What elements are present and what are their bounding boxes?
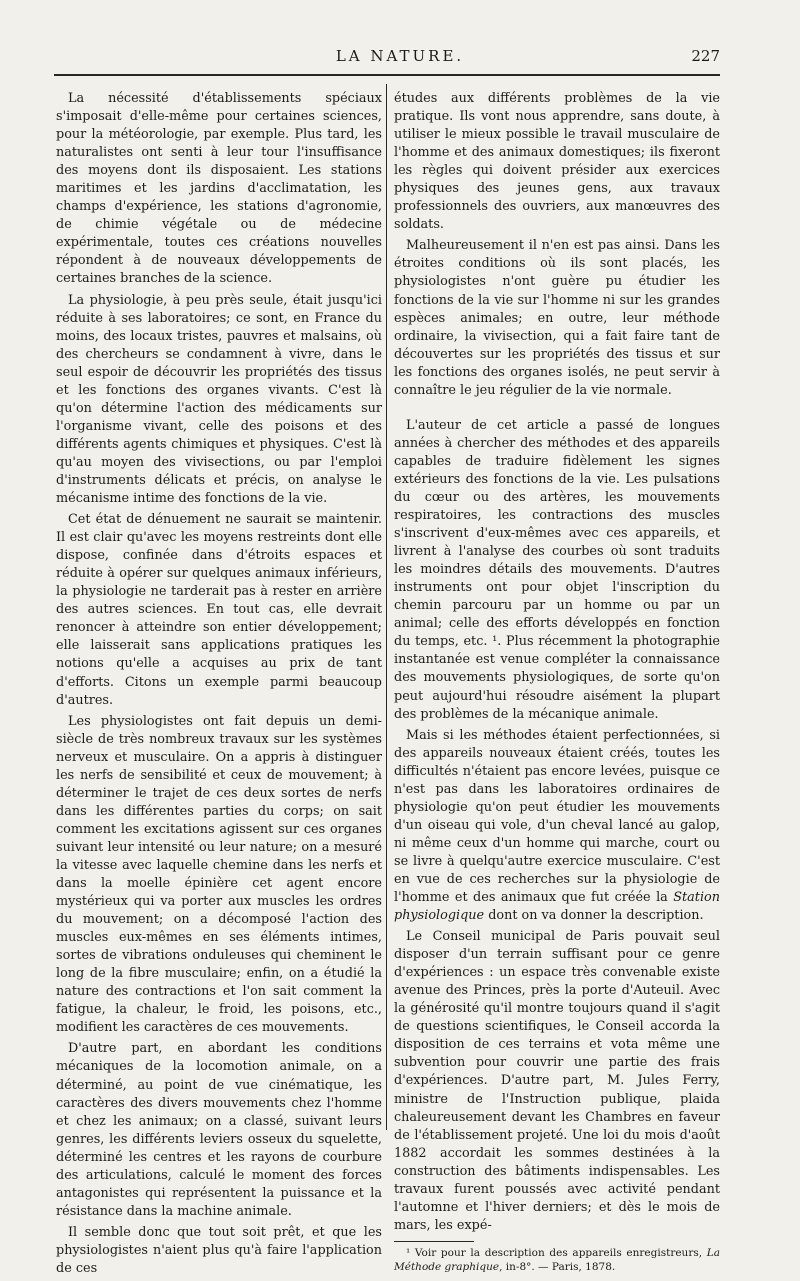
column-rule [386, 84, 387, 1130]
header-rule [54, 74, 720, 76]
paragraph-station-creation [394, 727, 720, 926]
left-column [56, 90, 382, 1281]
paragraph-station-text: Mais si les méthodes étaient perfectionnées, si des appareils nouveaux étaient créés, toutes les difficultés n'étaient pas encore levées, puisque ce n'est pas dans les laboratoires ordinaires de physiologie qu'on peut étudier les mouvements d'un oiseau qui vole, d'un cheval lancé au galop, ni même ceux d'un homme qui marche, court ou se livre à quelqu'autre exercice musculaire. C'est en vue de ces recherches sur la physiologie de l'homme et des animaux que fut créée la [394, 727, 720, 906]
footnote-text: ¹ Voir pour la description des appareils enregistreurs, [406, 1246, 707, 1259]
paragraph-author-methods: L'auteur de cet article a passé de longues années à chercher des méthodes et des appareils capables de traduire fidèlement les signes extérieurs des fonctions de la vie. Les pulsations du cœur ou des artères, les mouvements respiratoires, les contractions des muscles s'inscrivent d'eux-mêmes avec ces appareils, et livrent à l'analyse des courbes où sont traduits les moindres détails des mouvements. D'autres instruments ont pour objet l'inscription du chemin parcouru par un homme ou par un animal; celle des efforts développés en fonction du temps, etc. ¹. Plus récemment la photographie instantanée est venue compléter la connaissance des mouvements physiologiques, de sorte qu'on peut aujourd'hui résoudre aisément la plupart des problèmes de la mécanique animale. [394, 417, 720, 722]
paragraph-physiology-laboratories: La physiologie, à peu près seule, était jusqu'ici réduite à ses laboratoires; ce sont, en France du moins, des locaux tristes, pauvres et malsains, où des chercheurs se condamnent à vivre, dans le seul espoir de découvrir les propriétés des tissus et les fonctions des organes vivants. C'est là qu'on détermine l'action des médicaments sur l'organisme vivant, celle des poisons et des différents agents chimiques et physiques. C'est là qu'au moyen des vivisections, ou par l'emploi d'instruments délicats et précis, on analyse le mécanisme intime des fonctions de la vie. [56, 292, 382, 507]
right-column [394, 90, 720, 1274]
footnote-text-end: , in-8°. — Paris, 1878. [499, 1260, 616, 1273]
paragraph-state-of-destitution: Cet état de dénuement ne saurait se maintenir. Il est clair qu'avec les moyens restreints dont elle dispose, confinée dans d'étroits espaces et réduite à opérer sur quelques animaux inférieurs, la physiologie ne tarderait pas à rester en arrière des autres sciences. En tout cas, elle devrait renoncer à atteindre son entier développement; elle laisserait sans applications pratiques les notions qu'elle a acquises au prix de tant d'efforts. Citons un exemple parmi beaucoup d'autres. [56, 512, 382, 708]
paragraph-station-text-end: dont on va donner la description. [484, 908, 704, 924]
paragraph-unfortunately: Malheureusement il n'en est pas ainsi. Dans les étroites conditions où ils sont placés, les physiologistes n'ont guère pu étudier les fonctions de la vie sur l'homme ni sur les grandes espèces animales; en outre, leur méthode ordinaire, la vivisection, qui a fait faire tant de découvertes sur les propriétés des tissus et sur les fonctions des organes isolés, ne peut servir à connaître le jeu régulier de la vie normale. [394, 238, 720, 398]
footnote-book-title: La Méthode graphique [394, 1246, 720, 1273]
page-number: 227 [691, 47, 720, 65]
paragraph-municipal-council: Le Conseil municipal de Paris pouvait seul disposer d'un terrain suffisant pour ce genre d'expériences : un espace très convenable existe avenue des Princes, près la porte d'Auteuil. Avec la générosité qu'il montre toujours quand il s'agit de questions scientifiques, le Conseil accorda la disposition de ces terrains et vota même une subvention pour couvrir une partie des frais d'expériences. D'autre part, M. Jules Ferry, ministre de l'Instruction publique, plaida chaleureusement devant les Chambres en faveur de l'établissement projeté. Une loi du mois d'août 1882 accordait les sommes destinées à la construction des bâtiments indispensables. Les travaux furent poussés avec activité pendant l'automne et l'hiver derniers; et dès le mois de mars, les expé- [394, 929, 720, 1233]
footnote-rule [394, 1241, 474, 1242]
section-gap [394, 403, 720, 417]
paragraph-application: Il semble donc que tout soit prêt, et que les physiologistes n'aient plus qu'à faire l'application de ces [56, 1224, 382, 1276]
station-physiologique-term: Station physiologique [394, 890, 720, 924]
running-title: LA NATURE. [335, 47, 465, 65]
paragraph-nerve-muscle-studies: Les physiologistes ont fait depuis un demi-siècle de très nombreux travaux sur les systèmes nerveux et musculaire. On a appris à distinguer les nerfs de sensibilité et ceux de mouvement; à déterminer le trajet de ces deux sortes de nerfs dans les différentes parties du corps; on sait comment les excitations agissent sur ces organes suivant leur intensité ou leur nature; on a mesuré la vitesse avec laquelle chemine dans les nerfs et dans la moelle épinière cet agent encore mystérieux qui va porter aux muscles les ordres du mouvement; on a décomposé l'action des muscles eux-mêmes en ses éléments intimes, sortes de vibrations onduleuses qui cheminent le long de la fibre musculaire; enfin, on a étudié la nature des contractions et l'on sait comment la fatigue, la chaleur, le froid, les poisons, etc., modifient les caractères de ces mouvements. [56, 713, 382, 1036]
paragraph-specialized-establishments: La nécessité d'établissements spéciaux s'imposait d'elle-même pour certaines sciences, pour la météorologie, par exemple. Plus tard, les naturalistes ont senti à leur tour l'insuffisance des moyens dont ils disposaient. Les stations maritimes et les jardins d'acclimatation, les champs d'expérience, les stations d'agronomie, de chimie végétale ou de médecine expérimentale, toutes ces créations nouvelles répondent à de nouveaux développements de certaines branches de la science. [56, 91, 382, 287]
footnote [394, 1246, 720, 1274]
paragraph-animal-locomotion: D'autre part, en abordant les conditions mécaniques de la locomotion animale, on a déterminé, au point de vue cinématique, les caractères des divers mouvements chez l'homme et chez les animaux; on a classé, suivant leurs genres, les différents leviers osseux du squelette, déterminé les centres et les rayons de courbure des articulations, calculé le moment des forces antagonistes qui représentent la puissance et la résistance dans la machine animale. [56, 1041, 382, 1219]
paragraph-practical-problems: études aux différents problèmes de la vie pratique. Ils vont nous apprendre, sans doute, à utiliser le mieux possible le travail musculaire de l'homme et des animaux domestiques; ils fixeront les règles qui doivent présider aux exercices physiques des jeunes gens, aux travaux professionnels des ouvriers, aux manœuvres des soldats. [394, 91, 720, 233]
